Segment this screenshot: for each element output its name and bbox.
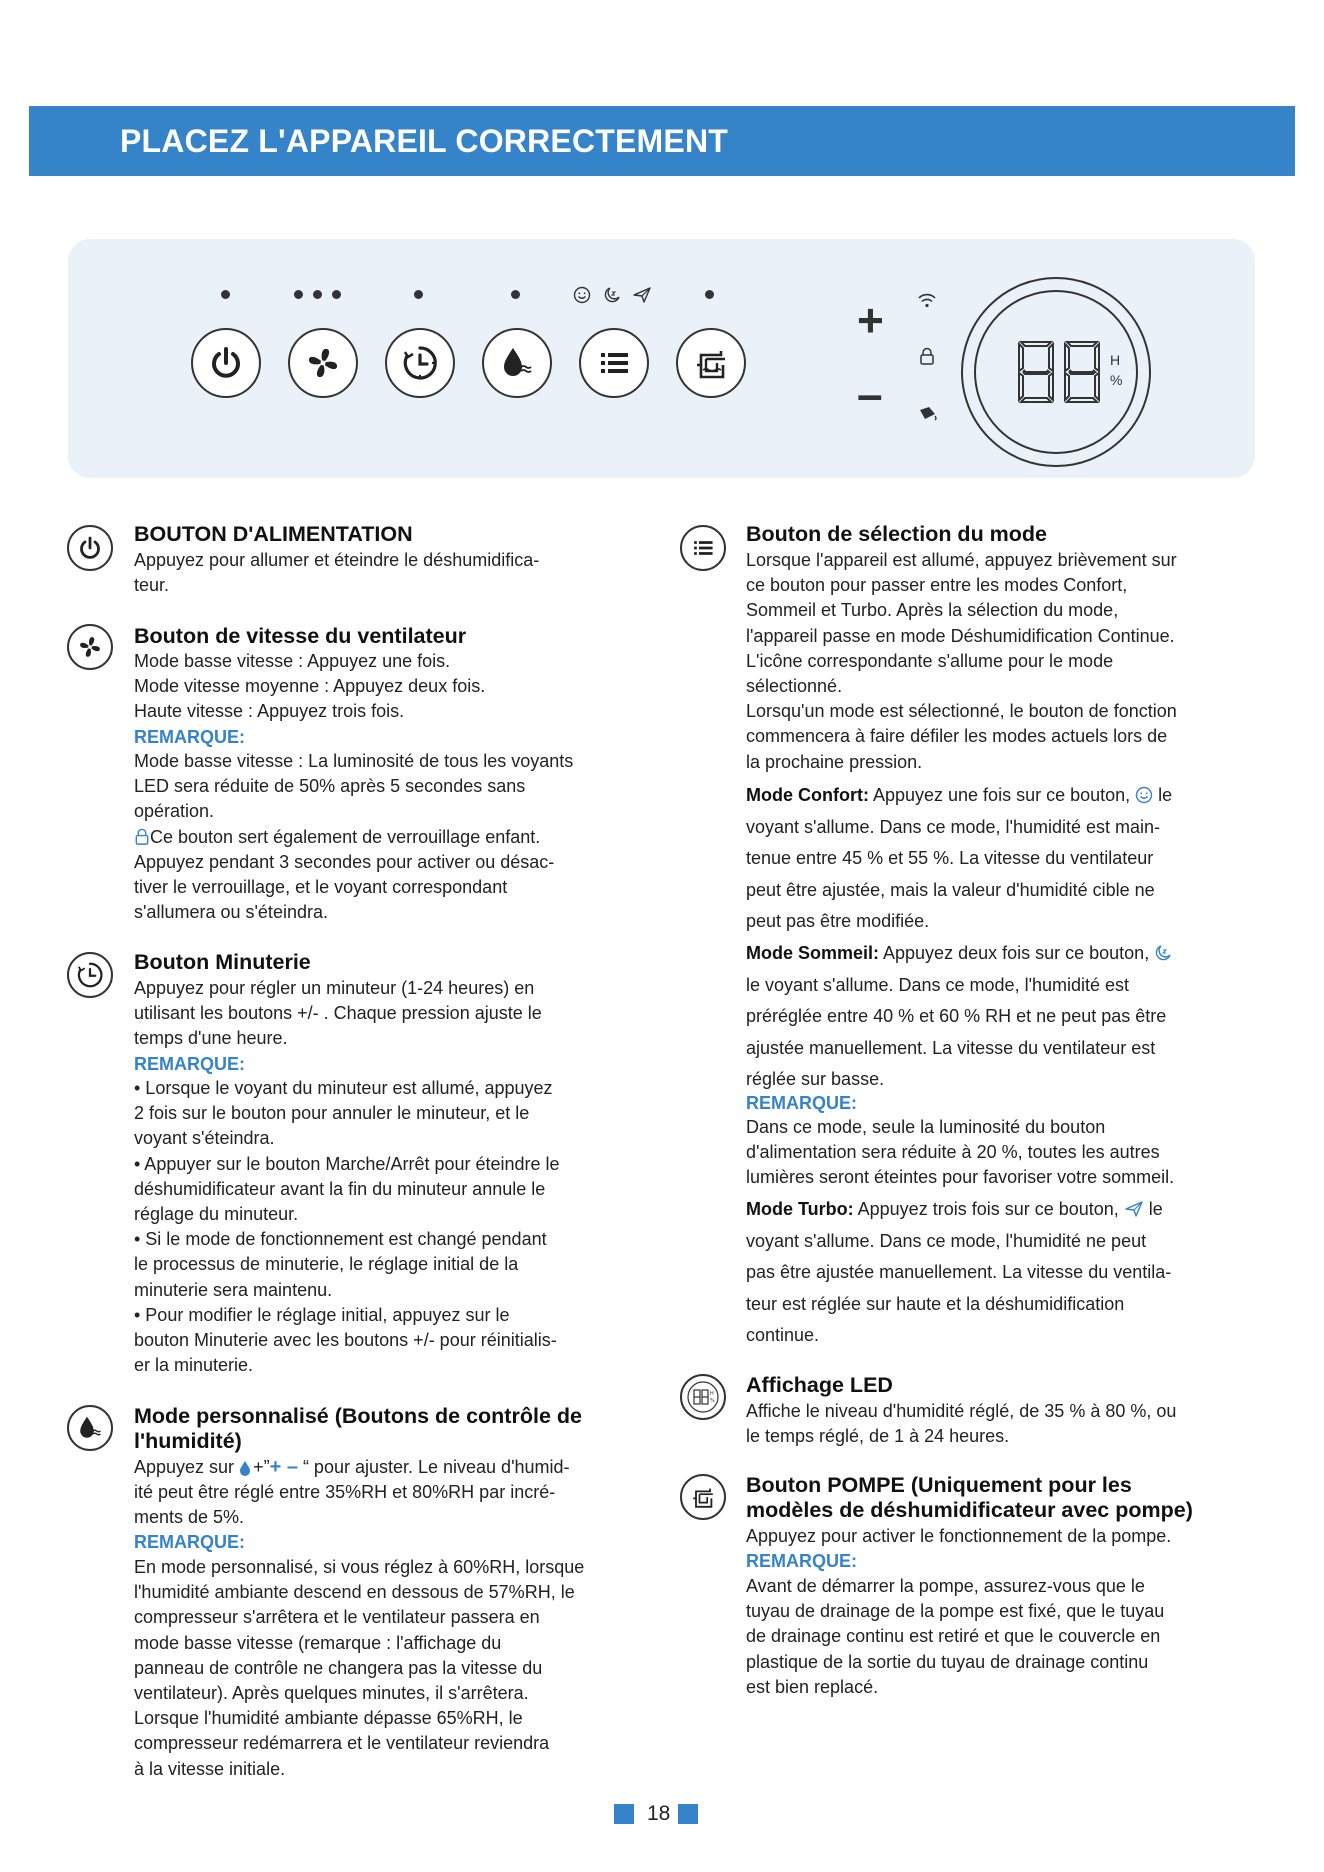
- power-icon: [207, 344, 245, 382]
- text-line: plastique de la sortie du tuyau de drainage continu: [746, 1651, 1149, 1672]
- text-line: Appuyez pendant 3 secondes pour activer ou désac-: [134, 851, 555, 872]
- text-fragment: Appuyez une fois sur ce bouton,: [868, 785, 1136, 805]
- text-line: voyant s'éteindra.: [134, 1128, 275, 1149]
- timer-section-body-b: [134, 1076, 560, 1378]
- sleep-icon: [1154, 944, 1172, 962]
- text-line: ments de 5%.: [134, 1507, 245, 1528]
- lock-line-text: Ce bouton sert également de verrouillage enfant.: [150, 826, 541, 847]
- text-line: est bien replacé.: [746, 1676, 879, 1697]
- led-section-body: [746, 1399, 1176, 1449]
- title-line: Mode personnalisé (Boutons de contrôle de: [134, 1404, 582, 1428]
- text-fragment: Appuyez trois fois sur ce bouton,: [853, 1199, 1124, 1219]
- timer-section-body-a: [134, 976, 542, 1052]
- text-line: ajustée manuellement. La vitesse du ventilateur est: [746, 1037, 1156, 1058]
- turbo-icon: [1124, 1200, 1144, 1218]
- text-line: En mode personnalisé, si vous réglez à 60%RH, lorsque: [134, 1557, 585, 1577]
- display-unit-percent: %: [1110, 372, 1123, 388]
- header-banner: [29, 106, 1295, 176]
- text-line: tenue entre 45 % et 55 %. La vitesse du ventilateur: [746, 848, 1154, 868]
- text-line: temps d'une heure.: [134, 1028, 288, 1049]
- text-line: ventilateur). Après quelques minutes, il s'arrêtera.: [134, 1683, 529, 1704]
- text-line: peut être ajustée, mais la valeur d'humidité cible ne: [746, 879, 1155, 900]
- text-line: d'alimentation sera réduite à 20 %, toutes les autres: [746, 1142, 1160, 1163]
- pump-section-body-b: [746, 1574, 1164, 1700]
- text-line: le temps réglé, de 1 à 24 heures.: [746, 1426, 1010, 1447]
- fan-icon: [76, 633, 104, 661]
- humidity-indicator-dot: [511, 290, 520, 299]
- text-line: Lorsque l'appareil est allumé, appuyez brièvement sur: [746, 550, 1177, 570]
- text-line: teur.: [134, 575, 170, 596]
- text-line: réglée sur basse.: [746, 1069, 885, 1089]
- timer-note-label: REMARQUE:: [134, 1054, 245, 1074]
- title-line: Bouton POMPE (Uniquement pour les: [746, 1473, 1132, 1497]
- text-line: ce bouton pour passer entre les modes Confort,: [746, 575, 1128, 596]
- sleep-mode-block: [746, 938, 1172, 1096]
- display-unit-h: H: [1110, 352, 1121, 368]
- custom-section-body-b: [134, 1555, 584, 1782]
- drop-icon: [239, 1460, 253, 1476]
- text-line: tiver le verrouillage, et le voyant correspondant: [134, 877, 508, 898]
- text-line: lumières seront éteintes pour favoriser votre sommeil.: [746, 1167, 1175, 1188]
- fan-speed-button[interactable]: [288, 328, 358, 398]
- text-line: déshumidificateur avant la fin du minuteur annule le: [134, 1178, 546, 1199]
- custom-first-line: [134, 1455, 570, 1480]
- text-line: Appuyez pour allumer et éteindre le déshumidifica-: [134, 550, 540, 570]
- text-fragment: “ pour ajuster. Le niveau d'humid-: [297, 1457, 570, 1477]
- led-section-icon: [680, 1374, 726, 1420]
- text-line: Lorsqu'un mode est sélectionné, le bouton de fonction: [746, 701, 1177, 722]
- sleep-label: Mode Sommeil:: [746, 943, 880, 963]
- page-number: 18: [647, 1802, 671, 1825]
- minus-button[interactable]: –: [857, 368, 883, 420]
- custom-section-body-a: [134, 1455, 570, 1531]
- text-line: Dans ce mode, seule la luminosité du bouton: [746, 1117, 1106, 1137]
- comfort-icon: [1135, 786, 1153, 804]
- fan-section-body-b: [134, 749, 573, 925]
- plus-button[interactable]: +: [857, 294, 884, 346]
- text-line: 2 fois sur le bouton pour annuler le minuteur, et le: [134, 1103, 530, 1124]
- text-line: Lorsque l'humidité ambiante dépasse 65%RH, le: [134, 1708, 523, 1729]
- power-icon: [77, 535, 103, 561]
- text-line: continue.: [746, 1325, 820, 1345]
- power-section-icon: [67, 525, 113, 571]
- text-line: ité peut être réglé entre 35%RH et 80%RH par incré-: [134, 1482, 556, 1503]
- text-line: compresseur s'arrêtera et le ventilateur passera en: [134, 1607, 540, 1628]
- sleep-note-body: [746, 1115, 1174, 1191]
- text-line: Sommeil et Turbo. Après la sélection du mode,: [746, 600, 1119, 621]
- fan-indicator-dot-1: [294, 290, 303, 299]
- pump-section-body-a: [746, 1524, 1171, 1549]
- pump-icon: [691, 343, 731, 383]
- text-line: er la minuterie.: [134, 1355, 254, 1376]
- led-display-icon: [686, 1380, 720, 1414]
- text-line: • Lorsque le voyant du minuteur est allumé, appuyez: [134, 1078, 553, 1098]
- text-line: s'allumera ou s'éteindra.: [134, 902, 328, 923]
- mode-select-button[interactable]: [579, 328, 649, 398]
- lock-icon: [134, 828, 150, 846]
- text-line: • Si le mode de fonctionnement est changé pendant: [134, 1229, 547, 1250]
- text-line: compresseur redémarrera et le ventilateur reviendra: [134, 1733, 550, 1754]
- text-line: pas être ajustée manuellement. La vitesse du ventila-: [746, 1262, 1172, 1282]
- pump-indicator-dot: [705, 290, 714, 299]
- seven-segment-digits: [1017, 340, 1103, 404]
- humidity-icon: [497, 343, 537, 383]
- page-title: PLACEZ L'APPAREIL CORRECTEMENT: [120, 123, 728, 159]
- text-line: voyant s'allume. Dans ce mode, l'humidité est main-: [746, 816, 1161, 837]
- lock-line: [134, 825, 573, 850]
- text-line: LED sera réduite de 50% après 5 secondes sans: [134, 776, 526, 797]
- comfort-first-line: [746, 780, 1172, 812]
- timer-icon: [400, 343, 440, 383]
- text-fragment: +”: [253, 1457, 270, 1477]
- sleep-note-label: REMARQUE:: [746, 1093, 857, 1113]
- fan-section-icon: [67, 624, 113, 670]
- custom-section-title: [134, 1404, 582, 1454]
- text-line: L'icône correspondante s'allume pour le mode: [746, 650, 1114, 671]
- text-line: bouton Minuterie avec les boutons +/- pour réinitialis-: [134, 1330, 557, 1351]
- control-panel-illustration: [68, 239, 1255, 478]
- svg-text:%: %: [710, 1398, 715, 1404]
- power-section-body: [134, 548, 539, 598]
- text-line: Affiche le niveau d'humidité réglé, de 35 % à 80 %, ou: [746, 1401, 1177, 1421]
- mode-section-icon: [680, 525, 726, 571]
- led-section-title: Affichage LED: [746, 1373, 893, 1397]
- fan-icon: [303, 343, 343, 383]
- text-line: • Appuyer sur le bouton Marche/Arrêt pour éteindre le: [134, 1153, 560, 1174]
- text-line: opération.: [134, 801, 215, 822]
- text-fragment: Appuyez sur: [134, 1457, 240, 1477]
- timer-button[interactable]: [385, 328, 455, 398]
- comfort-label: Mode Confort:: [746, 785, 869, 805]
- plus-minus-symbols: + –: [269, 1456, 298, 1478]
- sleep-icon: [603, 286, 621, 304]
- text-line: mode basse vitesse (remarque : l'affichage du: [134, 1632, 502, 1653]
- text-line: Appuyez pour activer le fonctionnement de la pompe.: [746, 1526, 1172, 1546]
- text-line: Mode basse vitesse : La luminosité de tous les voyants: [134, 751, 574, 771]
- footer-square-right: [678, 1804, 698, 1824]
- text-line: réglage du minuteur.: [134, 1204, 299, 1225]
- mode-list-icon: [595, 344, 633, 382]
- text-line: sélectionné.: [746, 676, 843, 697]
- pump-note-label: REMARQUE:: [746, 1551, 857, 1571]
- fan-section-title: Bouton de vitesse du ventilateur: [134, 624, 467, 648]
- power-button[interactable]: [191, 328, 261, 398]
- comfort-icon: [573, 286, 591, 304]
- title-line: l'humidité): [134, 1429, 242, 1453]
- timer-section-icon: [67, 952, 113, 998]
- humidity-section-icon: [67, 1405, 113, 1451]
- title-line: modèles de déshumidificateur avec pompe): [746, 1498, 1193, 1522]
- humidity-icon: [75, 1413, 105, 1443]
- pump-icon: [689, 1483, 717, 1511]
- wifi-icon: [917, 291, 937, 309]
- turbo-mode-block: [746, 1194, 1171, 1352]
- text-line: de drainage continu est retiré et que le couvercle en: [746, 1626, 1161, 1647]
- power-section-title: BOUTON D'ALIMENTATION: [134, 522, 413, 546]
- text-line: préréglée entre 40 % et 60 % RH et ne peut pas être: [746, 1006, 1167, 1026]
- text-line: panneau de contrôle ne changera pas la vitesse du: [134, 1657, 543, 1678]
- timer-indicator-dot: [414, 290, 423, 299]
- fan-note-label: REMARQUE:: [134, 727, 245, 747]
- led-display-inner-ring: [974, 290, 1138, 454]
- text-fragment: le: [1153, 785, 1173, 805]
- timer-section-title: Bouton Minuterie: [134, 950, 311, 974]
- text-line: Avant de démarrer la pompe, assurez-vous que le: [746, 1576, 1145, 1596]
- mode-list-icon: [690, 535, 716, 561]
- text-line: tuyau de drainage de la pompe est fixé, que le tuyau: [746, 1601, 1165, 1622]
- turbo-icon: [632, 286, 652, 304]
- text-line: commencera à faire défiler les modes actuels lors de: [746, 726, 1168, 747]
- svg-text:H: H: [710, 1391, 714, 1397]
- mode-section-title: Bouton de sélection du mode: [746, 522, 1048, 546]
- text-fragment: Appuyez deux fois sur ce bouton,: [879, 943, 1155, 963]
- text-line: minuterie sera maintenu.: [134, 1279, 333, 1300]
- text-fragment: le: [1143, 1199, 1163, 1219]
- text-line: peut pas être modifiée.: [746, 911, 930, 931]
- mode-section-body-a: [746, 548, 1177, 775]
- turbo-label: Mode Turbo:: [746, 1199, 854, 1219]
- pump-button[interactable]: [676, 328, 746, 398]
- text-line: utilisant les boutons +/- . Chaque pression ajuste le: [134, 1003, 542, 1024]
- comfort-mode-block: [746, 780, 1172, 938]
- text-line: teur est réglée sur haute et la déshumidification: [746, 1293, 1125, 1314]
- sleep-first-line: [746, 938, 1172, 970]
- turbo-first-line: [746, 1194, 1171, 1226]
- text-line: l'appareil passe en mode Déshumidification Continue.: [746, 625, 1175, 646]
- text-line: Mode vitesse moyenne : Appuyez deux fois.: [134, 676, 486, 697]
- text-line: voyant s'allume. Dans ce mode, l'humidité ne peut: [746, 1230, 1147, 1251]
- bucket-full-icon: [917, 404, 939, 422]
- text-line: la prochaine pression.: [746, 751, 923, 772]
- fan-section-body-a: [134, 649, 485, 725]
- pump-section-title: [746, 1473, 1193, 1523]
- power-indicator-dot: [221, 290, 230, 299]
- text-line: Haute vitesse : Appuyez trois fois.: [134, 701, 405, 722]
- text-line: Appuyez pour régler un minuteur (1-24 heures) en: [134, 978, 535, 998]
- lock-icon: [919, 347, 935, 366]
- timer-icon: [75, 960, 105, 990]
- fan-indicator-dot-2: [313, 290, 322, 299]
- fan-indicator-dot-3: [332, 290, 341, 299]
- text-line: le processus de minuterie, le réglage initial de la: [134, 1254, 519, 1275]
- text-line: • Pour modifier le réglage initial, appuyez sur le: [134, 1304, 510, 1325]
- led-display: [961, 277, 1151, 467]
- custom-note-label: REMARQUE:: [134, 1532, 245, 1552]
- text-line: le voyant s'allume. Dans ce mode, l'humidité est: [746, 974, 1130, 995]
- text-line: l'humidité ambiante descend en dessous de 57%RH, le: [134, 1582, 575, 1603]
- text-line: Mode basse vitesse : Appuyez une fois.: [134, 651, 451, 671]
- footer-square-left: [614, 1804, 634, 1824]
- pump-section-icon: [680, 1474, 726, 1520]
- text-line: à la vitesse initiale.: [134, 1758, 286, 1779]
- humidity-control-button[interactable]: [482, 328, 552, 398]
